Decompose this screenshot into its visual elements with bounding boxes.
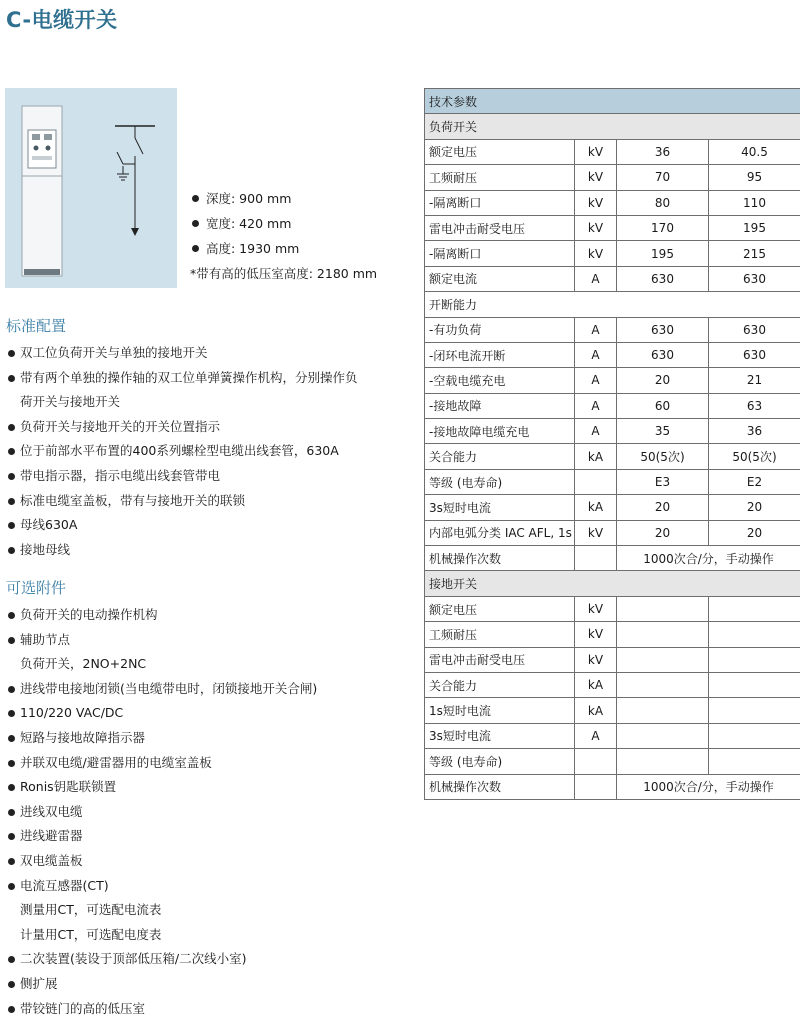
param-value-40-5kv [709,672,800,697]
table-group-header: 负荷开关 [425,114,800,139]
param-value-36kv: 630 [617,342,709,367]
param-label: -接地故障 [425,393,575,418]
table-row [425,292,800,317]
optional-list-item: 带铰链门的高的低压室 [6,997,317,1022]
param-value-36kv: 20 [617,520,709,545]
optional-list-item: 负荷开关，2NO+2NC [20,656,147,672]
param-unit: A [575,723,617,748]
table-row [425,698,800,723]
table-row [425,266,800,291]
dimension-note: *带有高的低压室高度: 2180 mm [190,266,378,281]
param-label: 3s短时电流 [425,495,575,520]
param-label: -闭环电流开断 [425,342,575,367]
standard-list-item: 带有两个单独的操作轴的双工位单弹簧操作机构，分别操作负 [6,366,358,391]
param-value-40-5kv: 215 [709,241,800,266]
param-value-36kv: 630 [617,266,709,291]
param-value-merged: 1000次合/分，手动操作 [617,546,800,571]
param-value-36kv: 195 [617,241,709,266]
param-value-36kv: 630 [617,317,709,342]
param-value-36kv: 70 [617,165,709,190]
table-row [425,165,800,190]
param-unit: A [575,419,617,444]
param-unit: kV [575,190,617,215]
param-value-36kv [617,723,709,748]
table-row [425,672,800,697]
table-group-header: 接地开关 [425,571,800,596]
table-row [425,393,800,418]
optional-list-item: 进线带电接地闭锁(当电缆带电时，闭锁接地开关合闸) [6,677,317,702]
param-unit: kA [575,698,617,723]
param-unit: kA [575,495,617,520]
standard-list-item: 带电指示器，指示电缆出线套管带电 [6,464,358,489]
param-label: 1s短时电流 [425,698,575,723]
optional-list-item: 电流互感器(CT) [6,874,317,899]
optional-list-item: 进线避雷器 [6,824,317,849]
optional-list-item: 进线双电缆 [6,800,317,825]
param-value-40-5kv: 36 [709,419,800,444]
param-value-40-5kv [709,698,800,723]
param-value-40-5kv: 95 [709,165,800,190]
param-unit [575,469,617,494]
param-unit: kV [575,241,617,266]
param-value-36kv: 35 [617,419,709,444]
param-label: -空载电缆充电 [425,368,575,393]
param-unit [575,546,617,571]
param-unit [575,774,617,799]
param-value-36kv: 20 [617,495,709,520]
optional-list-item: 110/220 VAC/DC [6,701,317,726]
table-row [425,774,800,799]
param-unit: A [575,393,617,418]
param-unit: A [575,342,617,367]
standard-list-item: 标准电缆室盖板，带有与接地开关的联锁 [6,489,358,514]
optional-list-item: 双电缆盖板 [6,849,317,874]
param-value-40-5kv [709,596,800,621]
param-label: 等级 (电寿命) [425,749,575,774]
optional-list-item: 二次装置(装设于顶部低压箱/二次线小室) [6,947,317,972]
param-unit: A [575,266,617,291]
param-value-36kv: E3 [617,469,709,494]
param-label: 机械操作次数 [425,546,575,571]
param-value-36kv: 170 [617,215,709,240]
table-row [425,723,800,748]
param-label: 工频耐压 [425,622,575,647]
dimension-height: 高度: 1930 mm [190,236,377,261]
param-value-40-5kv: 630 [709,317,800,342]
table-subheader: 开断能力 [425,292,800,317]
param-label: 额定电压 [425,596,575,621]
param-label: 等级 (电寿命) [425,469,575,494]
cabinet-and-single-line-diagram [5,88,177,288]
standard-list-item: 接地母线 [6,538,358,563]
param-label: 额定电流 [425,266,575,291]
param-label: 3s短时电流 [425,723,575,748]
table-row [425,444,800,469]
param-value-40-5kv: 630 [709,342,800,367]
optional-list-item: 并联双电缆/避雷器用的电缆室盖板 [6,751,317,776]
table-row [425,368,800,393]
table-row [425,495,800,520]
param-label: -隔离断口 [425,241,575,266]
optional-list-item: Ronis钥匙联锁置 [6,775,317,800]
optional-list-item: 辅助节点 [6,628,317,653]
param-value-40-5kv [709,622,800,647]
standard-list-item: 双工位负荷开关与单独的接地开关 [6,341,358,366]
param-value-40-5kv: 50(5次) [709,444,800,469]
param-unit: kV [575,165,617,190]
param-unit [575,749,617,774]
param-label: 雷电冲击耐受电压 [425,215,575,240]
param-value-36kv [617,698,709,723]
param-unit: kA [575,672,617,697]
param-value-40-5kv [709,749,800,774]
param-label: 额定电压 [425,139,575,164]
param-label: 关合能力 [425,672,575,697]
optional-list-item: 侧扩展 [6,972,317,997]
param-label: -有功负荷 [425,317,575,342]
param-unit: kV [575,647,617,672]
param-value-40-5kv: 40.5 [709,139,800,164]
param-value-40-5kv: 20 [709,495,800,520]
dimension-depth: 深度: 900 mm [190,186,377,211]
standard-list-item: 负荷开关与接地开关的开关位置指示 [6,415,358,440]
param-unit: A [575,317,617,342]
table-row [425,749,800,774]
param-value-40-5kv [709,647,800,672]
param-value-36kv: 60 [617,393,709,418]
table-row [425,215,800,240]
table-row [425,317,800,342]
param-value-40-5kv: 21 [709,368,800,393]
param-value-40-5kv: 630 [709,266,800,291]
standard-config-list [6,341,358,562]
param-value-36kv [617,647,709,672]
table-row [425,546,800,571]
table-row [425,571,800,596]
param-label: 雷电冲击耐受电压 [425,647,575,672]
table-row [425,622,800,647]
optional-list-item: 负荷开关的电动操作机构 [6,603,317,628]
dimension-list [190,186,377,286]
param-unit: kV [575,139,617,164]
standard-list-item: 荷开关与接地开关 [20,394,121,410]
param-unit: kA [575,444,617,469]
technical-parameters-table [424,88,800,800]
param-label: 关合能力 [425,444,575,469]
standard-list-item: 母线630A [6,513,358,538]
dimension-width: 宽度: 420 mm [190,211,377,236]
table-header: 技术参数 [425,89,800,114]
param-label: 工频耐压 [425,165,575,190]
table-row [425,190,800,215]
param-label: 内部电弧分类 IAC AFL, 1s [425,520,575,545]
standard-config-section [6,315,358,562]
param-value-40-5kv: E2 [709,469,800,494]
optional-list-item: 短路与接地故障指示器 [6,726,317,751]
param-label: -接地故障电缆充电 [425,419,575,444]
param-value-40-5kv: 20 [709,520,800,545]
param-label: -隔离断口 [425,190,575,215]
optional-list-item: 计量用CT，可选配电度表 [20,926,162,942]
page-title: C-电缆开关 [6,8,118,32]
table-row [425,520,800,545]
param-value-40-5kv: 110 [709,190,800,215]
param-value-36kv [617,622,709,647]
param-unit: kV [575,215,617,240]
param-unit: kV [575,520,617,545]
table-row [425,647,800,672]
table-row [425,419,800,444]
param-value-36kv [617,749,709,774]
param-value-merged: 1000次合/分，手动操作 [617,774,800,799]
param-unit: kV [575,622,617,647]
param-value-40-5kv: 63 [709,393,800,418]
standard-config-heading: 标准配置 [6,317,67,335]
optional-accessories-section [6,577,317,1021]
param-unit: A [575,368,617,393]
table-row [425,241,800,266]
param-value-40-5kv [709,723,800,748]
table-row [425,114,800,139]
param-label: 机械操作次数 [425,774,575,799]
optional-list-item: 测量用CT，可选配电流表 [20,902,162,918]
table-row [425,596,800,621]
param-value-36kv: 20 [617,368,709,393]
standard-list-item: 位于前部水平布置的400系列螺栓型电缆出线套管，630A [6,439,358,464]
table-row [425,342,800,367]
param-value-36kv: 50(5次) [617,444,709,469]
param-value-40-5kv: 195 [709,215,800,240]
optional-accessories-heading: 可选附件 [6,579,67,597]
switchgear-illustration [5,88,177,288]
param-value-36kv: 36 [617,139,709,164]
table-row [425,469,800,494]
param-value-36kv: 80 [617,190,709,215]
param-value-36kv [617,672,709,697]
optional-accessories-list [6,603,317,1021]
param-value-36kv [617,596,709,621]
table-row [425,139,800,164]
param-unit: kV [575,596,617,621]
